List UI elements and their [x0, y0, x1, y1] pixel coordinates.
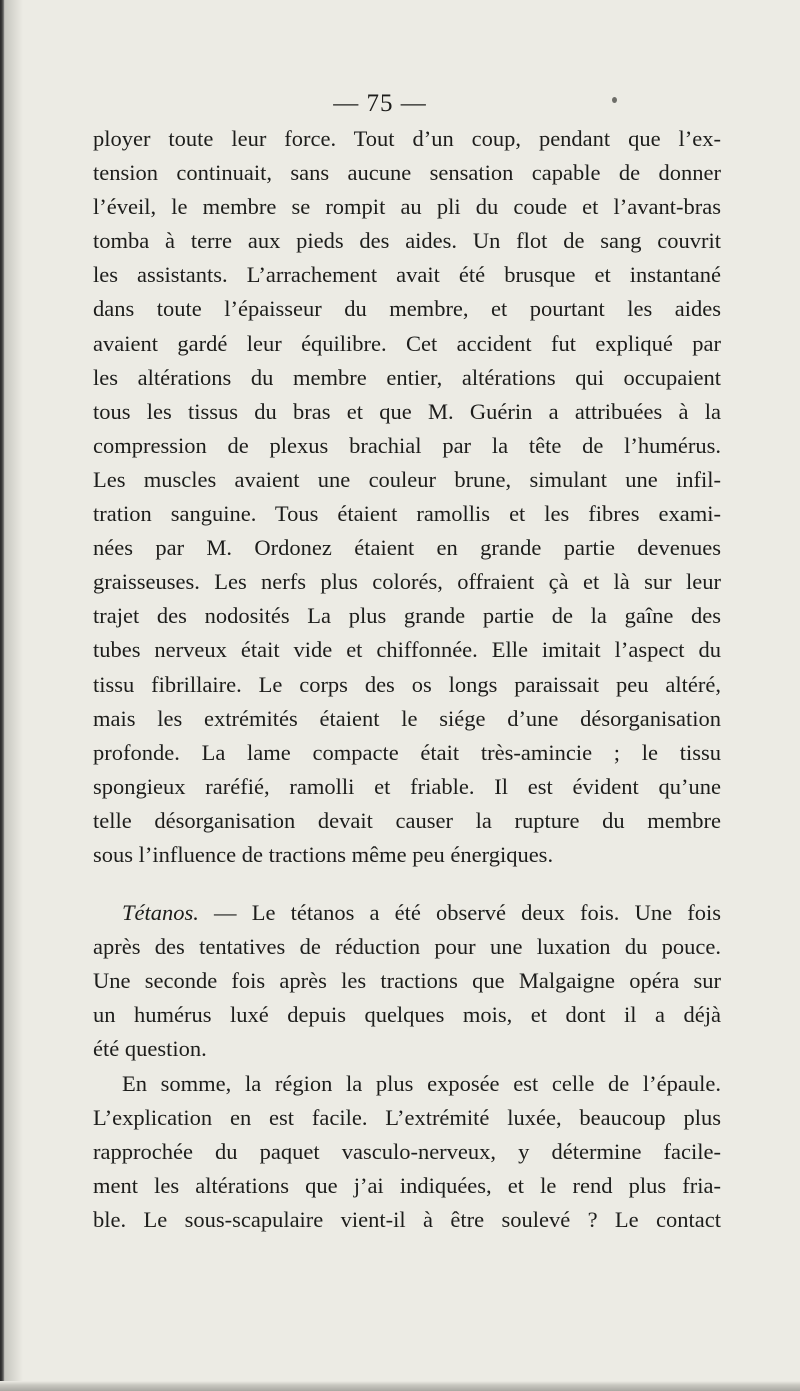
text-line: tubes nerveux était vide et chiffonnée. Elle imitait l’aspect du: [93, 637, 721, 663]
text-line: rapprochée du paquet vasculo-nerveux, y détermine facile-: [93, 1138, 721, 1164]
section-heading-tetanos: Tétanos.: [122, 900, 199, 926]
paragraph-1: [93, 122, 721, 872]
text-line: nées par M. Ordonez étaient en grande partie devenues: [93, 535, 721, 561]
text-line: été question.: [93, 1036, 207, 1062]
text-line: En somme, la région la plus exposée est celle de l’épaule.: [122, 1070, 721, 1096]
paragraph-2: [93, 896, 721, 1066]
text-line: spongieux raréfié, ramolli et friable. Il est évident qu’une: [93, 773, 721, 799]
text-line: tissu fibrillaire. Le corps des os longs paraissait peu altéré,: [93, 671, 721, 697]
body-text: [93, 122, 721, 1237]
text-line: tration sanguine. Tous étaient ramollis et les fibres exami-: [93, 501, 721, 527]
paragraph-gap: [93, 872, 721, 896]
text-line: L’explication en est facile. L’extrémité luxée, beaucoup plus: [93, 1104, 721, 1130]
text-line: graisseuses. Les nerfs plus colorés, offraient çà et là sur leur: [93, 569, 721, 595]
text-line: avaient gardé leur équilibre. Cet accident fut expliqué par: [93, 330, 721, 356]
text-line: Les muscles avaient une couleur brune, simulant une infil-: [93, 466, 721, 492]
text-line: ment les altérations que j’ai indiquées, et le rend plus fria-: [93, 1172, 721, 1198]
text-line: ble. Le sous-scapulaire vient-il à être soulevé ? Le contact: [93, 1206, 721, 1232]
text-line: un humérus luxé depuis quelques mois, et dont il a déjà: [93, 1002, 721, 1028]
text-line: après des tentatives de réduction pour une luxation du pouce.: [93, 934, 721, 960]
page-gutter-shadow: [5, 0, 23, 1391]
text-line: tomba à terre aux pieds des aides. Un flot de sang couvrit: [93, 228, 721, 254]
text-line: profonde. La lame compacte était très-amincie ; le tissu: [93, 739, 721, 765]
text-line: telle désorganisation devait causer la rupture du membre: [93, 807, 721, 833]
text-line: les assistants. L’arrachement avait été brusque et instantané: [93, 262, 721, 288]
text-line: sous l’influence de tractions même peu énergiques.: [93, 841, 554, 867]
paragraph-3: [93, 1067, 721, 1237]
text-line: dans toute l’épaisseur du membre, et pourtant les aides: [93, 296, 721, 322]
text-line: mais les extrémités étaient le siége d’une désorganisation: [93, 705, 721, 731]
text-span: — Le tétanos a été observé deux fois. Une fois: [198, 900, 721, 926]
text-line: tous les tissus du bras et que M. Guérin a attribuées à la: [93, 398, 721, 424]
text-line: trajet des nodosités La plus grande partie de la gaîne des: [93, 603, 721, 629]
text-line: les altérations du membre entier, altérations qui occupaient: [93, 364, 721, 390]
text-line: [93, 896, 721, 930]
page-number: — 75 —: [333, 90, 427, 117]
page-bottom-edge: [0, 1381, 800, 1391]
text-line: compression de plexus brachial par la tête de l’humérus.: [93, 432, 721, 458]
text-line: l’éveil, le membre se rompit au pli du coude et l’avant-bras: [93, 194, 721, 220]
text-line: ployer toute leur force. Tout d’un coup, pendant que l’ex-: [93, 126, 721, 151]
text-line: tension continuait, sans aucune sensation capable de donner: [93, 160, 721, 186]
text-line: Une seconde fois après les tractions que Malgaigne opéra sur: [93, 968, 721, 994]
